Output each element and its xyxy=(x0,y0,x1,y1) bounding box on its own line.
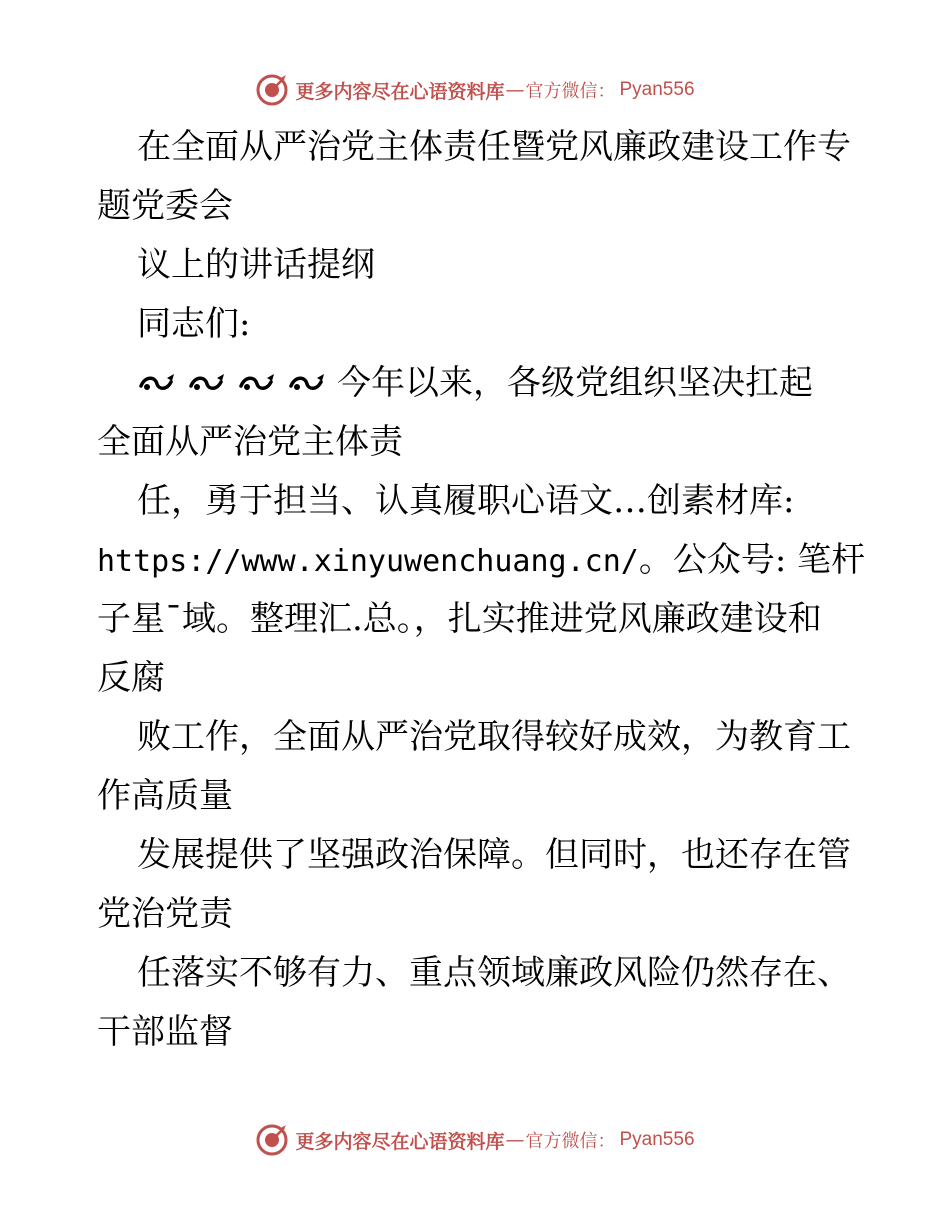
paragraph-line-12: 作高质量 xyxy=(97,776,233,816)
title-line-3: 议上的讲话提纲 xyxy=(137,245,375,285)
salutation: 同志们: xyxy=(137,304,251,344)
paragraph-text-8: 。公众号: 笔杆 xyxy=(638,540,866,580)
paragraph-line-7: 任，勇于担当、认真履职心语文…创素材库: xyxy=(137,481,795,521)
paragraph-line-13: 发展提供了坚强政治保障。但同时，也还存在管 xyxy=(137,835,851,875)
document-body xyxy=(97,118,866,1062)
flourish-icon xyxy=(187,370,227,396)
logo-icon xyxy=(255,73,289,107)
footer-wechat-id: Pyan556 xyxy=(619,1129,695,1150)
paragraph-line-15: 任落实不够有力、重点领域廉政风险仍然存在、 xyxy=(137,953,851,993)
footer-dash: — xyxy=(505,1129,525,1151)
flourish-icon xyxy=(137,370,177,396)
footer-wechat-label: 官方微信： xyxy=(525,1131,616,1152)
paragraph-line-5 xyxy=(97,354,857,413)
paragraph-line-8 xyxy=(97,531,866,590)
header-wechat-label: 官方微信： xyxy=(525,81,616,102)
flourish-icon xyxy=(237,370,277,396)
header-wechat-id: Pyan556 xyxy=(619,79,695,100)
header-banner-inner xyxy=(255,73,694,107)
paragraph-line-11: 败工作，全面从严治党取得较好成效，为教育工 xyxy=(137,717,851,757)
paragraph-line-16: 干部监督 xyxy=(97,1012,233,1052)
title-line-2: 题党委会 xyxy=(97,186,233,226)
footer-banner xyxy=(0,1120,950,1160)
footer-banner-inner xyxy=(255,1123,694,1157)
title-line-1: 在全面从严治党主体责任暨党风廉政建设工作专 xyxy=(137,127,851,167)
paragraph-line-10: 反腐 xyxy=(97,658,165,698)
header-banner xyxy=(0,70,950,110)
flourish-icon xyxy=(287,370,327,396)
paragraph-line-14: 党治党责 xyxy=(97,894,233,934)
paragraph-line-9: 子星¯域。整理汇.总。，扎实推进党风廉政建设和 xyxy=(97,599,822,639)
paragraph-line-6: 全面从严治党主体责 xyxy=(97,422,403,462)
paragraph-text-5: 今年以来，各级党组织坚决扛起 xyxy=(337,363,813,403)
footer-brand: 更多内容尽在心语资料库 xyxy=(295,1130,505,1153)
logo-icon xyxy=(255,1123,289,1157)
website-link[interactable]: https://www.xinyuwenchuang.cn/ xyxy=(97,544,639,579)
header-brand: 更多内容尽在心语资料库 xyxy=(295,80,505,103)
header-dash: — xyxy=(505,79,525,101)
